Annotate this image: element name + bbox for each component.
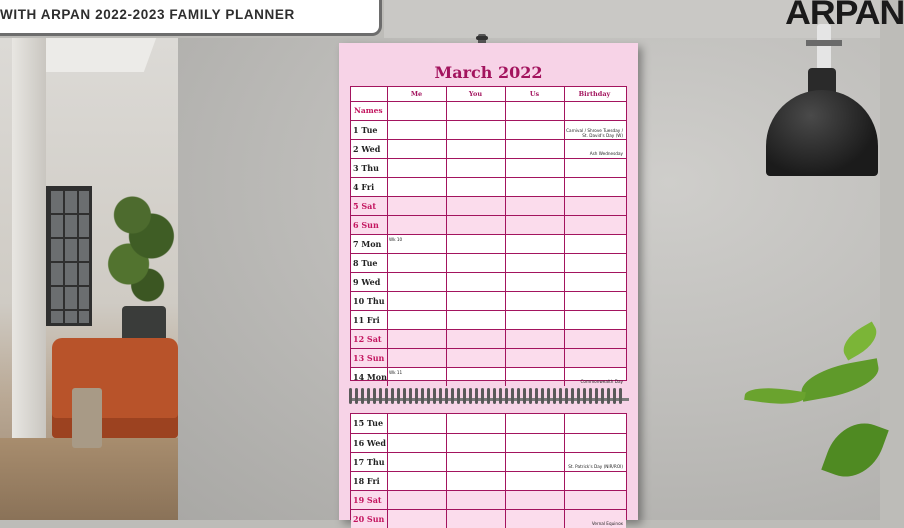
day-row	[351, 471, 626, 490]
day-cell	[564, 434, 625, 452]
day-label: 9 Wed	[353, 277, 381, 287]
day-cell	[387, 273, 446, 291]
spiral-coil	[499, 388, 502, 404]
spiral-coil	[541, 388, 544, 404]
day-cell	[387, 472, 446, 490]
day-cell	[446, 235, 505, 253]
day-label: 6 Sun	[353, 220, 379, 230]
day-cell	[446, 197, 505, 215]
spiral-coil	[613, 388, 616, 404]
spiral-coil	[553, 388, 556, 404]
day-cell	[446, 102, 505, 120]
day-cell	[505, 178, 564, 196]
spiral-coil	[577, 388, 580, 404]
day-cell	[446, 368, 505, 386]
day-row	[351, 414, 626, 433]
day-cell	[387, 349, 446, 367]
day-cell	[564, 491, 625, 509]
spiral-coil	[607, 388, 610, 404]
spiral-coil	[409, 388, 412, 404]
plant	[102, 173, 178, 313]
day-label: 20 Sun	[353, 514, 385, 524]
event-note: Carnival / Shrove Tuesday / St. David's Day (W)	[566, 128, 623, 138]
day-label: 11 Fri	[353, 315, 380, 325]
side-table	[72, 388, 102, 448]
lamp-bell	[766, 90, 878, 176]
day-cell	[387, 311, 446, 329]
banner-text: WITH ARPAN 2022-2023 FAMILY PLANNER	[0, 7, 295, 22]
day-row	[351, 253, 626, 272]
day-cell	[564, 178, 625, 196]
day-label: 3 Thu	[353, 163, 379, 173]
day-row	[351, 120, 626, 139]
day-cell	[446, 434, 505, 452]
day-cell	[446, 254, 505, 272]
day-row	[351, 196, 626, 215]
day-label: 16 Wed	[353, 438, 386, 448]
day-cell	[387, 216, 446, 234]
week-number: Wk 10	[389, 237, 403, 242]
spiral-coil	[583, 388, 586, 404]
day-label: 4 Fri	[353, 182, 375, 192]
pendant-lamp	[760, 68, 884, 178]
day-row	[351, 490, 626, 509]
spiral-coil	[373, 388, 376, 404]
day-cell	[446, 140, 505, 158]
day-cell	[387, 140, 446, 158]
spiral-coil	[547, 388, 550, 404]
day-cell	[505, 140, 564, 158]
day-row	[351, 177, 626, 196]
spiral-binding	[349, 388, 629, 404]
spiral-coil	[439, 388, 442, 404]
column-header: Me	[410, 90, 423, 98]
column-header: Us	[529, 90, 540, 98]
title-banner	[0, 0, 382, 36]
window	[46, 186, 92, 326]
spiral-coil	[349, 388, 352, 404]
day-cell	[564, 311, 625, 329]
names-row	[351, 101, 626, 120]
day-cell	[505, 216, 564, 234]
spiral-coil	[403, 388, 406, 404]
day-cell	[505, 330, 564, 348]
day-cell	[387, 159, 446, 177]
spiral-coil	[361, 388, 364, 404]
spiral-coil	[601, 388, 604, 404]
week-number: Wk 11	[389, 370, 403, 375]
day-label: 5 Sat	[353, 201, 377, 211]
day-row	[351, 291, 626, 310]
day-row	[351, 272, 626, 291]
spiral-coil	[517, 388, 520, 404]
spiral-coil	[529, 388, 532, 404]
day-row	[351, 215, 626, 234]
spiral-coil	[391, 388, 394, 404]
spiral-coil	[493, 388, 496, 404]
spiral-coil	[427, 388, 430, 404]
day-cell	[505, 472, 564, 490]
day-row	[351, 433, 626, 452]
day-cell	[505, 414, 564, 433]
day-label: 2 Wed	[353, 144, 381, 154]
spiral-coil	[589, 388, 592, 404]
day-cell	[505, 510, 564, 528]
day-row	[351, 234, 626, 253]
day-cell	[446, 178, 505, 196]
day-label: 8 Tue	[353, 258, 378, 268]
spiral-coil	[595, 388, 598, 404]
day-cell	[564, 159, 625, 177]
day-cell	[387, 434, 446, 452]
spiral-coil	[415, 388, 418, 404]
event-note: Commonwealth Day	[580, 379, 623, 384]
day-cell	[387, 254, 446, 272]
day-cell	[446, 159, 505, 177]
day-label: 18 Fri	[353, 476, 380, 486]
day-cell	[564, 349, 625, 367]
day-cell	[505, 491, 564, 509]
calendar-grid-top	[350, 86, 627, 384]
day-label: 13 Sun	[353, 353, 385, 363]
day-label: 7 Mon	[353, 239, 382, 249]
day-cell	[564, 273, 625, 291]
day-cell	[446, 273, 505, 291]
day-row	[351, 158, 626, 177]
day-label: 10 Thu	[353, 296, 385, 306]
spiral-coil	[619, 388, 622, 404]
day-cell	[564, 197, 625, 215]
arpan-logo: ARPAN	[785, 0, 904, 32]
day-cell	[564, 330, 625, 348]
spiral-coil	[523, 388, 526, 404]
day-label: 17 Thu	[353, 457, 385, 467]
day-cell	[446, 216, 505, 234]
event-note: St. Patrick's Day (NIR/ROI)	[568, 464, 623, 469]
column-header: You	[468, 90, 483, 98]
day-cell	[387, 414, 446, 433]
day-cell	[446, 510, 505, 528]
day-cell	[387, 197, 446, 215]
column-header-row	[351, 87, 626, 101]
lamp-ring	[806, 40, 842, 46]
day-cell	[505, 434, 564, 452]
day-cell	[446, 330, 505, 348]
floor	[0, 438, 178, 520]
spiral-coil	[565, 388, 568, 404]
day-cell	[446, 349, 505, 367]
spiral-coil	[379, 388, 382, 404]
day-cell	[446, 292, 505, 310]
day-cell	[446, 311, 505, 329]
day-cell	[505, 349, 564, 367]
spiral-coil	[451, 388, 454, 404]
day-cell	[387, 178, 446, 196]
day-cell	[387, 510, 446, 528]
day-cell	[505, 197, 564, 215]
spiral-coil	[445, 388, 448, 404]
day-cell	[446, 121, 505, 139]
day-cell	[505, 292, 564, 310]
month-title: March 2022	[434, 63, 543, 82]
spiral-coil	[475, 388, 478, 404]
day-row	[351, 367, 626, 386]
day-label: 1 Tue	[353, 125, 378, 135]
spiral-coil	[571, 388, 574, 404]
names-label: Names	[354, 106, 383, 115]
day-cell	[564, 414, 625, 433]
day-label: 12 Sat	[353, 334, 382, 344]
day-row	[351, 452, 626, 471]
spiral-coil	[385, 388, 388, 404]
day-cell	[564, 235, 625, 253]
spiral-coil	[367, 388, 370, 404]
day-cell	[446, 472, 505, 490]
day-label: 15 Tue	[353, 418, 384, 428]
spiral-coil	[433, 388, 436, 404]
spiral-coil	[457, 388, 460, 404]
day-cell	[387, 121, 446, 139]
day-cell	[505, 159, 564, 177]
day-cell	[564, 102, 625, 120]
column-header: Birthday	[578, 90, 611, 98]
day-cell	[505, 121, 564, 139]
day-cell	[505, 311, 564, 329]
spiral-coil	[481, 388, 484, 404]
day-cell	[564, 472, 625, 490]
day-cell	[387, 453, 446, 471]
spiral-coil	[355, 388, 358, 404]
spiral-coil	[463, 388, 466, 404]
spiral-coil	[421, 388, 424, 404]
spiral-coil	[511, 388, 514, 404]
day-cell	[387, 491, 446, 509]
day-cell	[505, 453, 564, 471]
calendar	[339, 43, 638, 526]
day-cell	[564, 292, 625, 310]
event-note: Vernal Equinox	[591, 521, 623, 526]
event-note: Ash Wednesday	[589, 151, 623, 156]
day-cell	[564, 254, 625, 272]
day-cell	[505, 235, 564, 253]
day-row	[351, 509, 626, 528]
spiral-coil	[469, 388, 472, 404]
spiral-coil	[535, 388, 538, 404]
day-row	[351, 139, 626, 158]
day-cell	[505, 368, 564, 386]
day-cell	[505, 273, 564, 291]
day-cell	[387, 330, 446, 348]
day-cell	[505, 102, 564, 120]
day-cell	[505, 254, 564, 272]
spiral-coil	[505, 388, 508, 404]
pillar	[12, 38, 46, 468]
sofa	[52, 338, 178, 438]
spiral-coil	[397, 388, 400, 404]
day-cell	[564, 216, 625, 234]
day-label: 19 Sat	[353, 495, 382, 505]
day-cell	[446, 453, 505, 471]
day-row	[351, 310, 626, 329]
spiral-coil	[559, 388, 562, 404]
day-cell	[446, 414, 505, 433]
day-label: 14 Mon	[353, 372, 387, 382]
room-photo	[0, 38, 178, 520]
spiral-coil	[487, 388, 490, 404]
day-row	[351, 348, 626, 367]
calendar-grid-bottom	[350, 413, 627, 526]
day-cell	[387, 292, 446, 310]
day-row	[351, 329, 626, 348]
day-cell	[446, 491, 505, 509]
day-cell	[387, 102, 446, 120]
